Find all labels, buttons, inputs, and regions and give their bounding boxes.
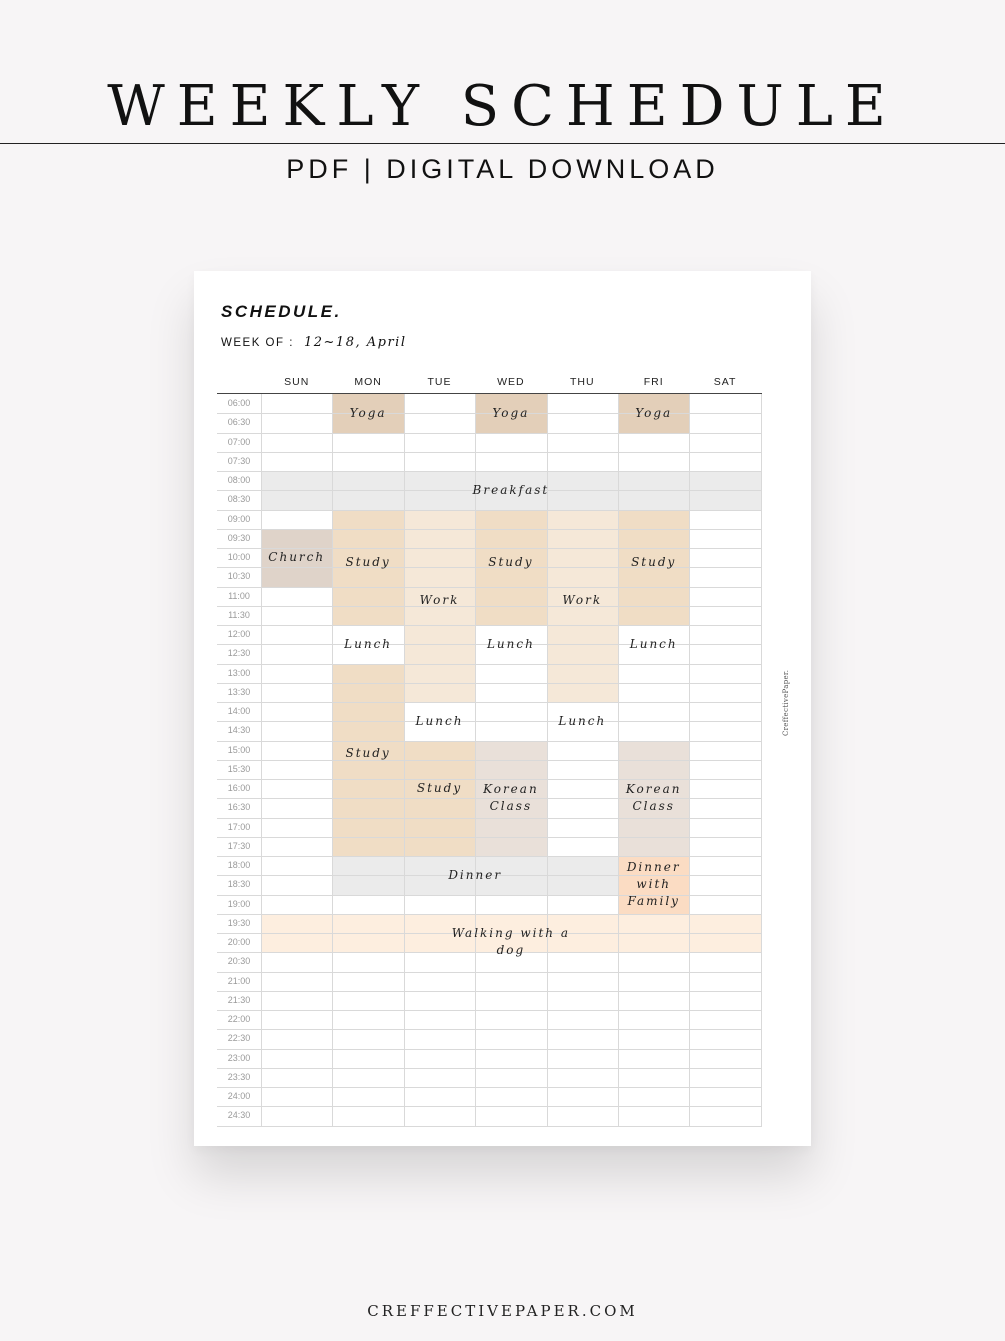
day-header-wed: WED xyxy=(497,376,525,388)
time-label: 23:30 xyxy=(227,1071,251,1082)
column-line xyxy=(475,394,476,1126)
row-line xyxy=(217,1087,762,1088)
time-label: 06:00 xyxy=(227,398,251,408)
row-line xyxy=(217,1068,762,1069)
row-line xyxy=(217,914,762,915)
event-label: Lunch xyxy=(415,713,464,728)
event-label: Korean Class xyxy=(483,782,539,814)
week-of-value: 12~18, April xyxy=(304,335,407,350)
row-line xyxy=(217,664,762,665)
time-label: 21:00 xyxy=(227,975,251,986)
row-line xyxy=(217,452,762,453)
event-label: Yoga xyxy=(349,405,387,420)
event-label: Study xyxy=(631,554,677,569)
time-label: 15:30 xyxy=(227,763,251,774)
row-line xyxy=(217,471,762,472)
time-label: 16:00 xyxy=(227,783,251,793)
time-label: 18:00 xyxy=(227,860,251,870)
time-label: 21:30 xyxy=(227,994,251,1005)
day-header-sat: SAT xyxy=(713,376,737,388)
time-label: 18:30 xyxy=(227,879,251,890)
event-label: Yoga xyxy=(492,405,530,420)
time-label: 19:00 xyxy=(227,898,251,909)
row-line xyxy=(217,433,762,434)
header-rule xyxy=(217,393,762,394)
time-label: 15:00 xyxy=(227,744,251,755)
schedule-sheet xyxy=(194,271,811,1146)
row-line xyxy=(217,856,762,857)
event-label: Lunch xyxy=(558,713,607,728)
row-line xyxy=(217,702,762,703)
row-line xyxy=(217,510,762,511)
time-label: 08:30 xyxy=(227,494,251,505)
time-label: 24:30 xyxy=(227,1110,251,1121)
time-label: 07:00 xyxy=(227,436,251,447)
row-line xyxy=(217,991,762,992)
time-label: 09:00 xyxy=(227,513,251,524)
time-label: 19:30 xyxy=(227,917,251,928)
event-label: Work xyxy=(419,593,460,608)
row-line xyxy=(217,837,762,838)
time-label: 10:30 xyxy=(227,571,251,582)
column-line xyxy=(761,394,762,1126)
time-label: 17:30 xyxy=(227,840,251,851)
side-brand-mark: CreffectivePaper. xyxy=(782,669,790,736)
time-label: 11:30 xyxy=(228,609,250,620)
row-line xyxy=(217,683,762,684)
row-line xyxy=(217,972,762,973)
time-label: 17:00 xyxy=(227,821,251,832)
time-label: 22:30 xyxy=(227,1033,251,1044)
page-title: WEEKLY SCHEDULE xyxy=(107,74,898,139)
schedule-grid xyxy=(217,371,762,1126)
time-label: 13:00 xyxy=(227,667,251,678)
time-label: 12:30 xyxy=(227,648,251,659)
row-line xyxy=(217,1049,762,1050)
time-label: 08:00 xyxy=(227,475,251,485)
row-line xyxy=(217,1029,762,1030)
event-label: Breakfast xyxy=(472,482,550,497)
row-line xyxy=(217,1106,762,1107)
day-header-mon: MON xyxy=(354,376,382,388)
day-header-thu: THU xyxy=(569,376,595,388)
time-label: 23:00 xyxy=(227,1052,251,1063)
event-label: Dinner xyxy=(448,867,503,882)
time-label: 13:30 xyxy=(227,686,251,697)
time-label: 16:30 xyxy=(227,802,251,813)
time-label: 11:00 xyxy=(228,590,250,601)
event-label: Dinner with Family xyxy=(626,860,681,909)
event-label: Lunch xyxy=(486,636,535,651)
event-label: Study xyxy=(345,746,391,761)
title-divider xyxy=(0,143,1005,144)
week-of-label: WEEK OF : xyxy=(221,337,294,349)
column-line xyxy=(618,394,619,1126)
event-label: Study xyxy=(488,554,534,569)
event-label: Lunch xyxy=(629,636,678,651)
time-label: 22:00 xyxy=(227,1014,251,1024)
event-label: Study xyxy=(416,781,463,796)
row-line xyxy=(217,625,762,626)
time-label: 07:30 xyxy=(227,455,251,466)
event-label: Church xyxy=(268,550,326,565)
row-line xyxy=(217,587,762,588)
column-line xyxy=(689,394,690,1126)
event-label: Yoga xyxy=(635,405,673,420)
day-header-tue: TUE xyxy=(427,376,452,388)
time-label: 06:30 xyxy=(227,417,251,428)
row-line xyxy=(217,741,762,742)
event-label: Study xyxy=(345,554,391,569)
day-header-sun: SUN xyxy=(284,376,310,388)
time-label: 24:00 xyxy=(227,1091,251,1101)
page-subtitle: PDF | DIGITAL DOWNLOAD xyxy=(286,154,719,184)
column-line xyxy=(261,394,262,1126)
event-label: Lunch xyxy=(344,636,393,651)
event-label: Walking with a dog xyxy=(451,925,570,957)
event-label: Korean Class xyxy=(625,782,682,814)
footer-website: CREFFECTIVEPAPER.COM xyxy=(367,1302,638,1320)
time-label: 20:00 xyxy=(227,937,251,947)
column-line xyxy=(547,394,548,1126)
time-label: 12:00 xyxy=(227,629,251,639)
row-line xyxy=(217,818,762,819)
row-line xyxy=(217,529,762,530)
row-line xyxy=(217,1010,762,1011)
time-label: 20:30 xyxy=(227,956,251,967)
row-line xyxy=(217,1126,762,1127)
time-label: 14:00 xyxy=(227,706,251,716)
time-label: 10:00 xyxy=(227,552,251,562)
time-label: 09:30 xyxy=(227,532,251,543)
sheet-title: SCHEDULE. xyxy=(221,302,342,321)
day-header-fri: FRI xyxy=(643,376,664,388)
event-label: Work xyxy=(562,593,603,608)
time-label: 14:30 xyxy=(227,725,251,736)
